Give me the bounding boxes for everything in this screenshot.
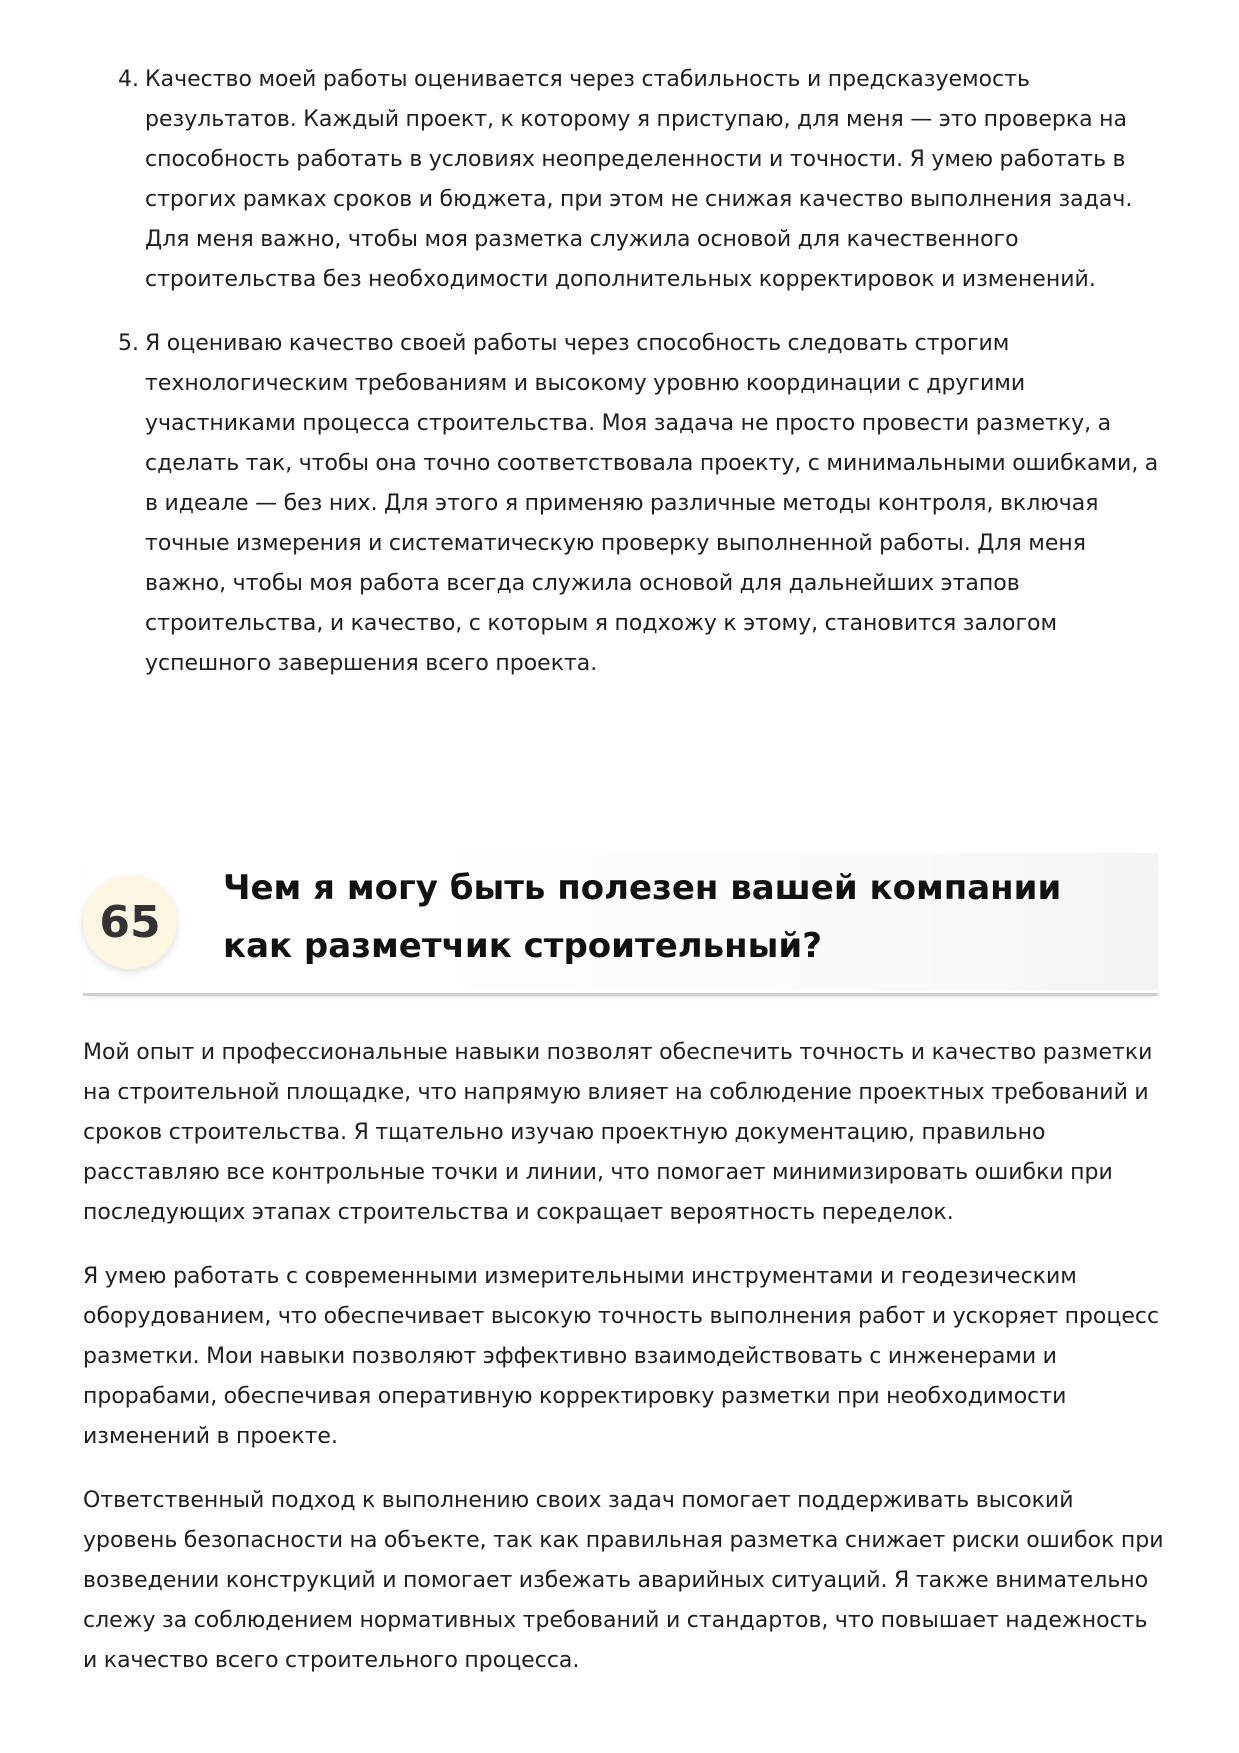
section-title: Чем я могу быть полезен вашей компании как разметчик строительный? — [223, 868, 1062, 966]
list-item — [83, 324, 1168, 684]
body-paragraph: Я умею работать с современными измерительными инструментами и геодезическим оборудованием, что обеспечивает высокую точность выполнения работ и ускоряет процесс разметки. Мои навыки позволяют эффективно взаимодействовать с инженерами и прорабами, обеспечивая оперативную корректировку разметки при необходимости изменений в проекте. — [83, 1264, 1160, 1449]
list-item-text: Я оцениваю качество своей работы через способность следовать строгим технологическим требованиям и высокому уровню координации с другими участниками процесса строительства. Моя задача не просто провести разметку, а сделать так, чтобы она точно соответствовала проекту, с минимальными ошибками, а в идеале — без них. Для этого я применяю различные методы контроля, включая точные измерения и систематическую проверку выполненной работы. Для меня важно, чтобы моя работа всегда служила основой для дальнейших этапов строительства, и качество, с которым я подхожу к этому, становится залогом успешного завершения всего проекта. — [145, 331, 1159, 676]
section-number-badge: 65 — [83, 875, 177, 969]
list-item-number: 5. — [118, 331, 139, 356]
list-item — [83, 60, 1168, 300]
list-item-text: Качество моей работы оценивается через стабильность и предсказуемость результатов. Каждый проект, к которому я приступаю, для меня — это проверка на способность работать в условиях неопределенности и точности. Я умею работать в строгих рамках сроков и бюджета, при этом не снижая качество выполнения задач. Для меня важно, чтобы моя разметка служила основой для качественного строительства без необходимости дополнительных корректировок и изменений. — [145, 67, 1133, 292]
list-item-number: 4. — [118, 67, 139, 92]
body-paragraph: Ответственный подход к выполнению своих задач помогает поддерживать высокий уровень безопасности на объекте, так как правильная разметка снижает риски ошибок при возведении конструкций и помогает избежать аварийных ситуаций. Я также внимательно слежу за соблюдением нормативных требований и стандартов, что повышает надежность и качество всего строительного процесса. — [83, 1488, 1164, 1673]
body-paragraph: Мой опыт и профессиональные навыки позволят обеспечить точность и качество разметки на строительной площадке, что напрямую влияет на соблюдение проектных требований и сроков строительства. Я тщательно изучаю проектную документацию, правильно расставляю все контрольные точки и линии, что помогает минимизировать ошибки при последующих этапах строительства и сокращает вероятность переделок. — [83, 1040, 1153, 1225]
section-body — [83, 1033, 1168, 1705]
section-header — [83, 853, 1158, 996]
numbered-list — [83, 60, 1168, 708]
